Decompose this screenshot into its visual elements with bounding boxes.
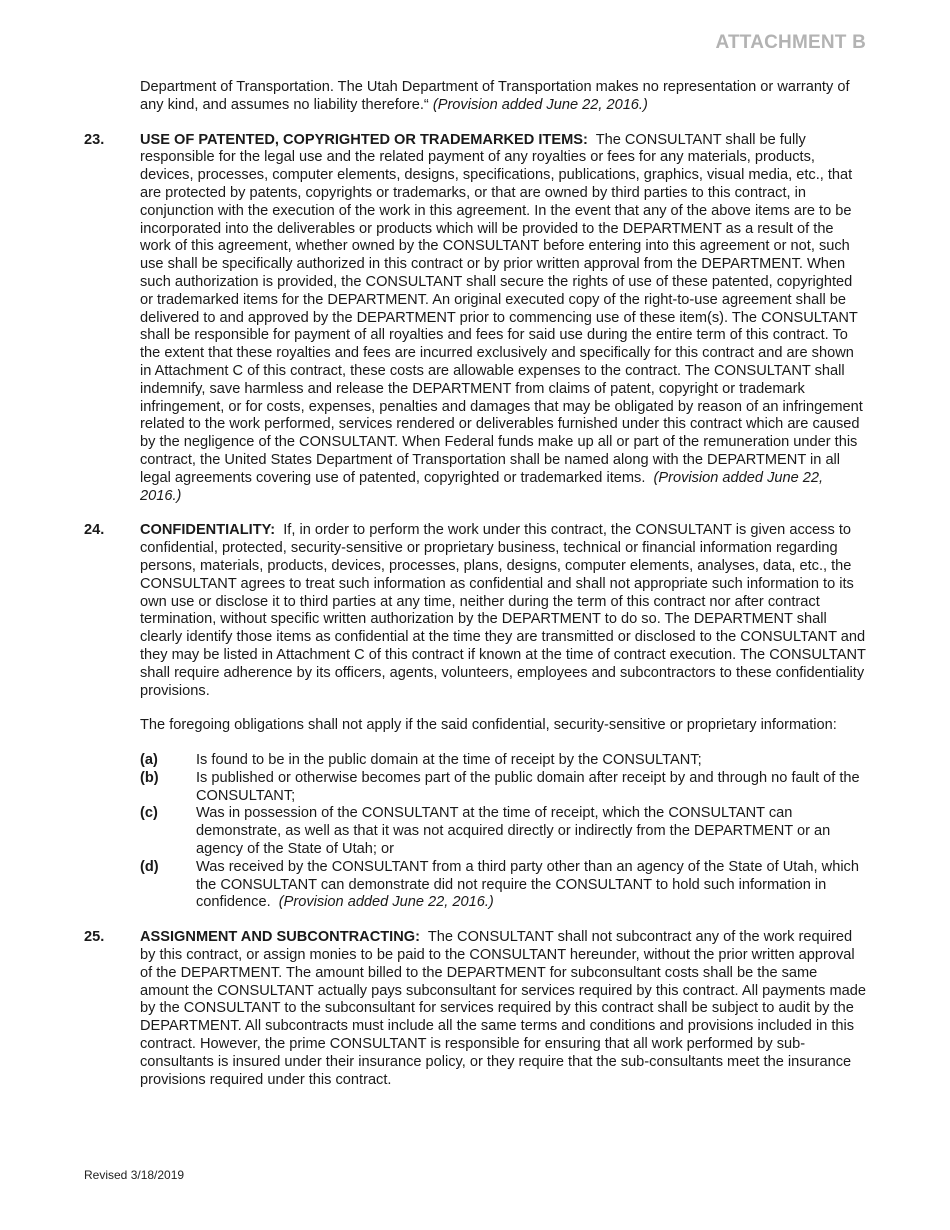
provision-note: (Provision added June 22, 2016.)	[432, 96, 648, 113]
list-item-body: Is published or otherwise becomes part of the public domain after receipt by and through no fault of the CONSULTANT;	[196, 769, 860, 804]
continued-paragraph	[140, 79, 866, 115]
section-24	[84, 522, 866, 912]
provision-note: (Provision added June 22, 2016.)	[140, 469, 824, 504]
continued-text: Department of Transportation. The Utah Department of Transportation makes no representation or warranty of any kind, and assumes no liability therefore.“	[140, 79, 850, 113]
section-number: 23.	[84, 131, 105, 148]
provision-note: (Provision added June 22, 2016.)	[278, 894, 494, 911]
list-item-text	[196, 805, 866, 858]
list-item-text	[196, 752, 866, 770]
section-heading: USE OF PATENTED, COPYRIGHTED OR TRADEMARKED ITEMS:	[140, 131, 588, 148]
list-item-body: Was in possession of the CONSULTANT at the time of receipt, which the CONSULTANT can demonstrate, as well as that it was not acquired directly or indirectly from the DEPARTMENT or an agency of the State of Utah; or	[196, 805, 831, 858]
list-item-a	[140, 752, 866, 770]
list-item-label: (c)	[140, 805, 158, 822]
list-item-d	[140, 859, 866, 912]
section-23	[84, 132, 866, 506]
section-25	[84, 929, 866, 1089]
list-item-text	[196, 859, 866, 912]
section-text: The CONSULTANT shall not subcontract any of the work required by this contract, or assign monies to be paid to the CONSULTANT hereunder, without the prior written approval of the DEPARTMENT. The amount billed to the DEPARTMENT for subconsultant costs shall be the same amount the CONSULTANT actually pays subconsultant for services required by this contract. All payments made by the CONSULTANT to the subconsultant for services required by this contract shall be subject to audit by the DEPARTMENT. All subcontracts must include all the same terms and conditions and provisions included in this contract. However, the prime CONSULTANT is responsible for ensuring that all work performed by sub-consultants is insured under their insurance policy, or they require that the sub-consultants meet the insurance provisions required under this contract.	[140, 929, 866, 1088]
section-body	[140, 522, 866, 912]
section-heading: ASSIGNMENT AND SUBCONTRACTING:	[140, 929, 420, 946]
section-number: 25.	[84, 929, 105, 946]
section-body	[140, 132, 866, 506]
section-paragraph	[140, 522, 866, 700]
attachment-header: ATTACHMENT B	[715, 32, 866, 53]
section-heading: CONFIDENTIALITY:	[140, 522, 276, 539]
section-body	[140, 929, 866, 1089]
list-item-text	[196, 770, 866, 806]
section-text: If, in order to perform the work under this contract, the CONSULTANT is given access to confidential, protected, security-sensitive or proprietary business, technical or financial information regarding persons, materials, products, devices, processes, plans, designs, computer elements, analyses, data, etc., the CONSULTANT agrees to treat such information as confidential and shall not appropriate such information to its own use or disclose it to third parties at any time, neither during the term of this contract nor after contract termination, without specific written authorization by the DEPARTMENT to do so. The DEPARTMENT shall clearly identify those items as confidential at the time they are transmitted or disclosed to the CONSULTANT and they may be listed in Attachment C of this contract if known at the time of contract execution. The CONSULTANT shall require adherence by its officers, agents, volunteers, employees and subcontractors to these confidentiality provisions.	[140, 522, 866, 699]
list-item-body: Is found to be in the public domain at the time of receipt by the CONSULTANT;	[196, 752, 702, 769]
section-text: The CONSULTANT shall be fully responsible for the legal use and the related payment of any royalties or fees for any materials, products, devices, processes, computer elements, designs, specifications, publications, graphics, visual media, etc., that are protected by patents, copyrights or trademarks, or that are owned by third parties to this contract, in conjunction with the execution of the work in this agreement. In the event that any of the above items are to be incorporated into the deliverables or products which will be provided to the DEPARTMENT as a result of the work of this agreement, whether owned by the CONSULTANT before entering into this agreement or not, such use shall be specifically authorized in this contract or by prior written approval from the DEPARTMENT. When such authorization is provided, the CONSULTANT shall secure the rights of use of these patented, copyrighted or trademarked items for the DEPARTMENT. An original executed copy of the right-to-use agreement shall be delivered to and approved by the DEPARTMENT prior to commencing use of these item(s). The CONSULTANT shall be responsible for payment of all royalties and fees for said use during the entire term of this contract. To the extent that these royalties and fees are incurred exclusively and specifically for this contract and are shown in Attachment C of this contract, these costs are allowable expenses to the contract. The CONSULTANT shall indemnify, save harmless and release the DEPARTMENT from claims of patent, copyright or trademark infringement, or for costs, expenses, penalties and damages that may be obligated by reason of an infringement related to the work performed, services rendered or deliverables furnished under this contract which are caused by the negligence of the CONSULTANT. When Federal funds make up all or part of the remuneration under this contract, the United States Department of Transportation shall be named along with the DEPARTMENT in all legal agreements covering use of patented, copyrighted or trademarked items.	[140, 131, 863, 486]
section-number: 24.	[84, 522, 105, 539]
document-content	[84, 79, 866, 1089]
list-item-label: (b)	[140, 769, 159, 786]
exception-list	[140, 752, 866, 912]
list-item-label: (d)	[140, 858, 159, 875]
section-paragraph-2: The foregoing obligations shall not apply if the said confidential, security-sensitive or proprietary information:	[140, 717, 837, 734]
list-item-b	[140, 770, 866, 806]
list-item-label: (a)	[140, 752, 158, 769]
list-item-body: Was received by the CONSULTANT from a third party other than an agency of the State of Utah, which the CONSULTANT can demonstrate did not require the CONSULTANT to hold such information in confidence.	[196, 858, 859, 911]
list-item-c	[140, 805, 866, 858]
revision-footer: Revised 3/18/2019	[84, 1168, 185, 1182]
